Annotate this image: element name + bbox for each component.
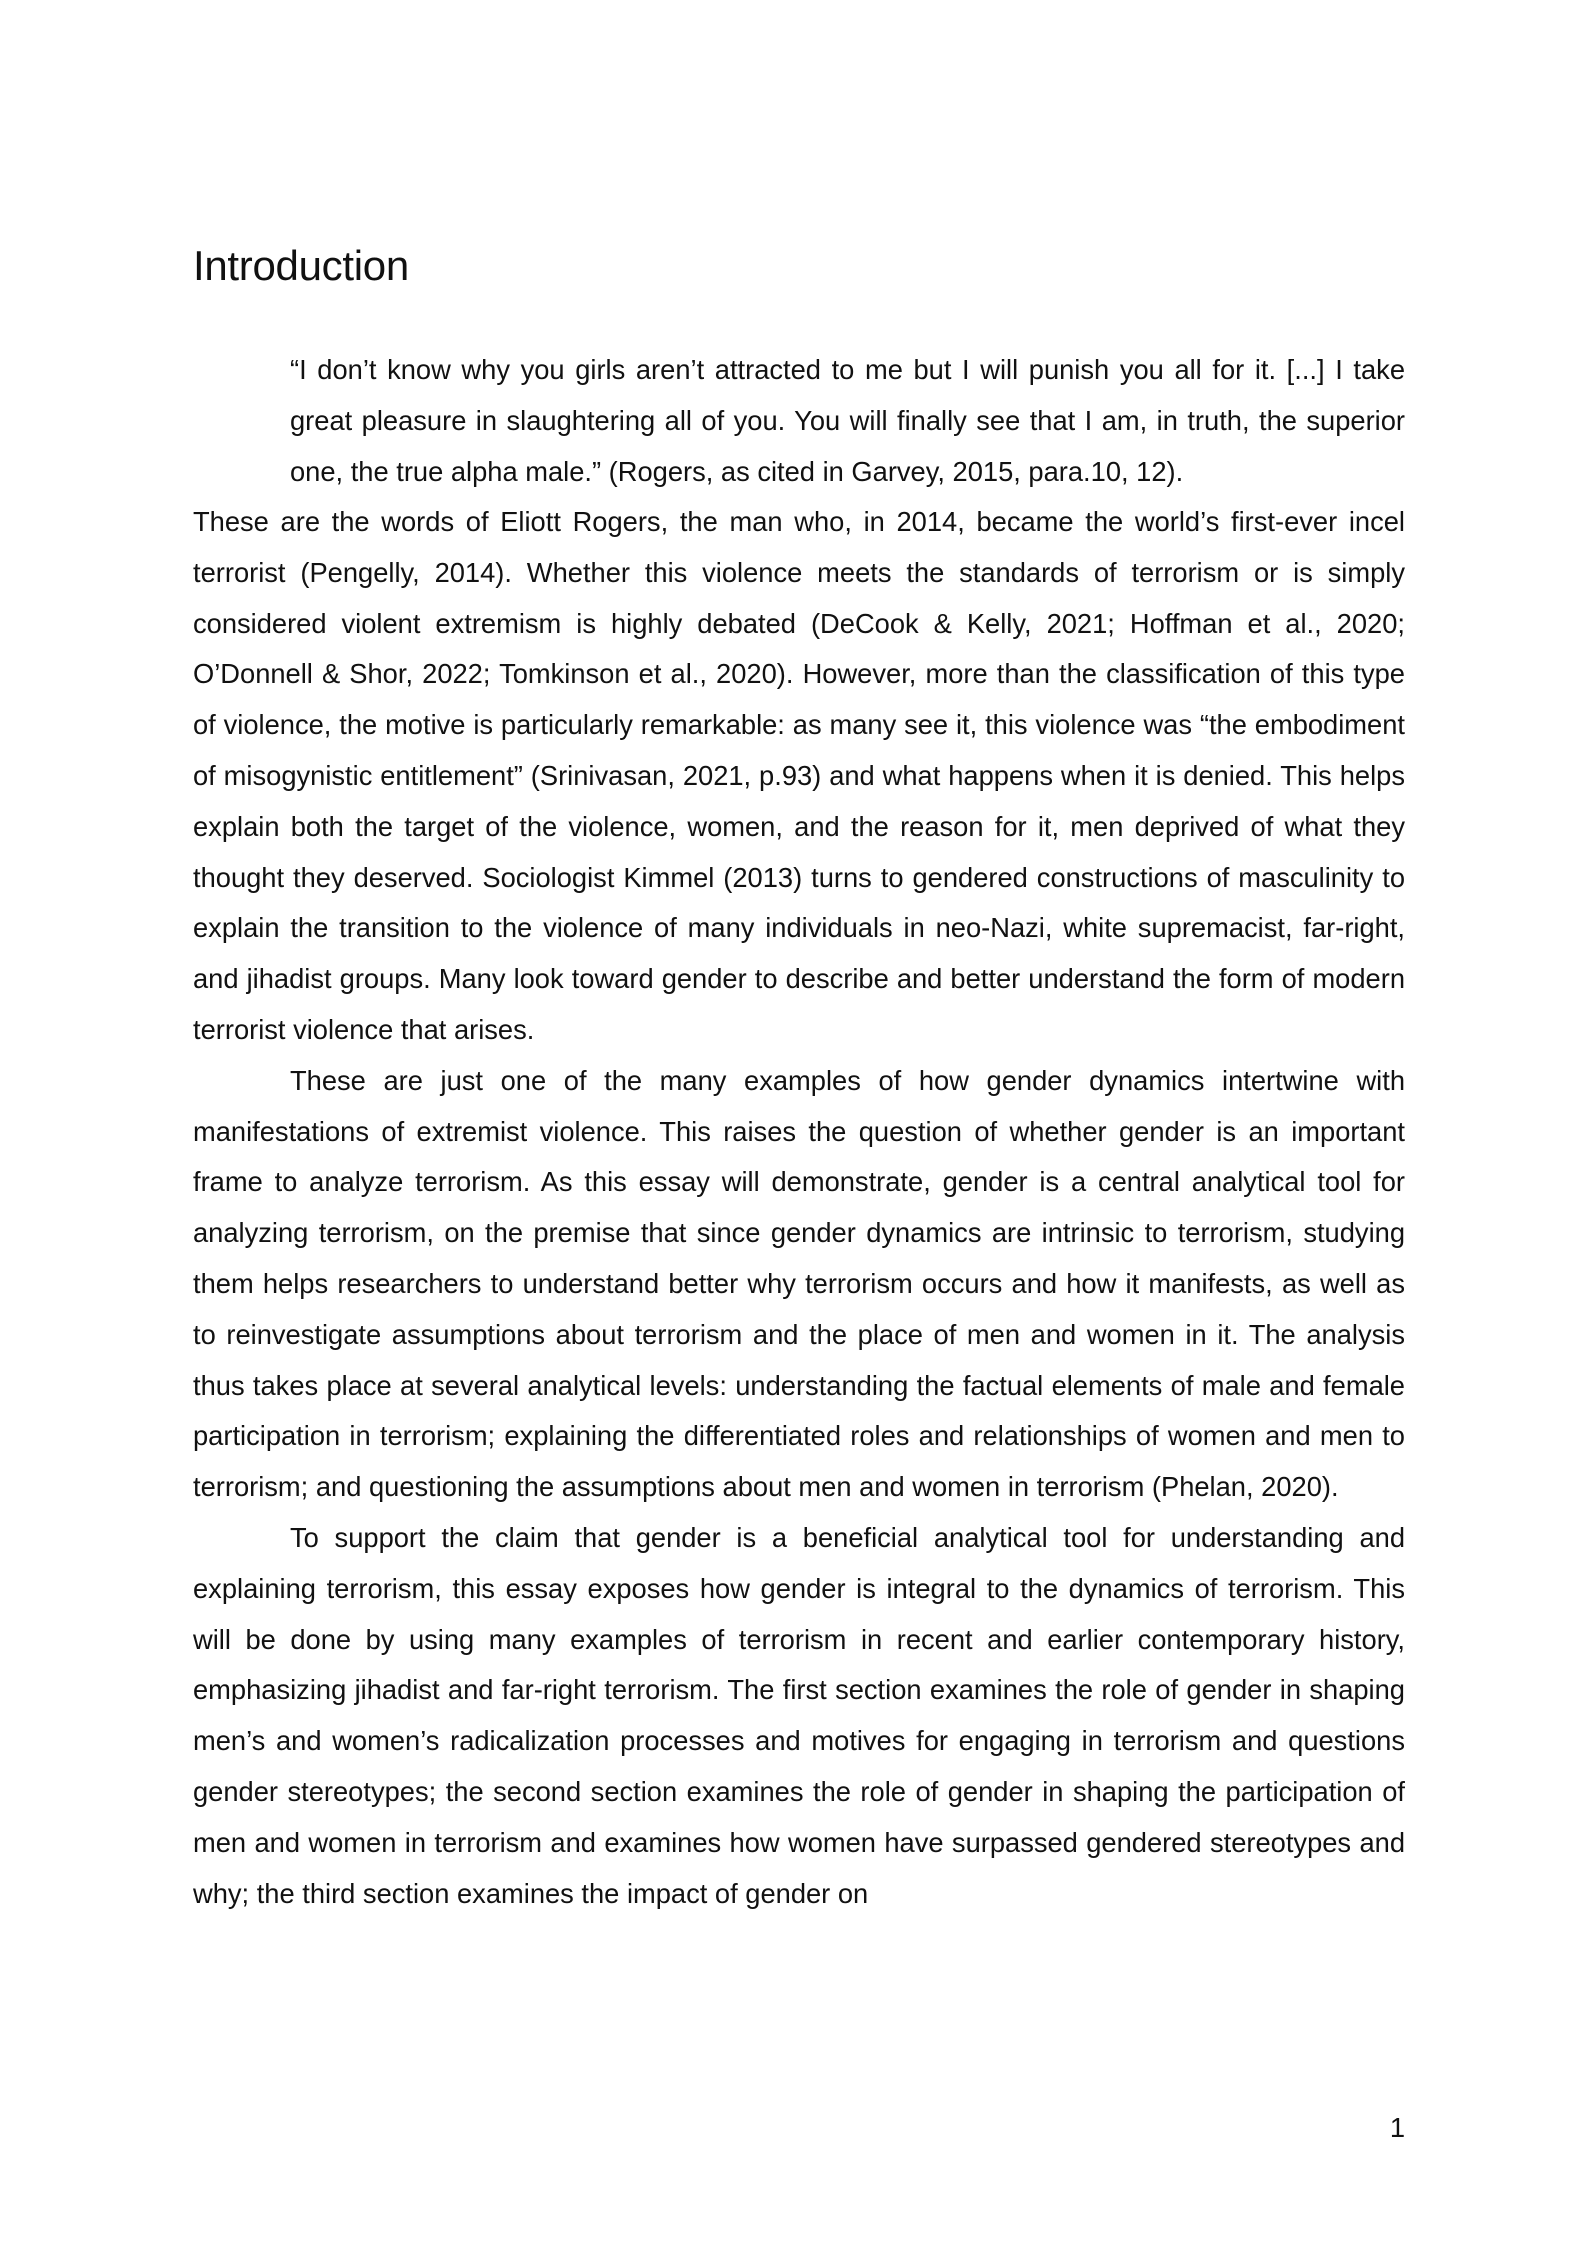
block-quote: “I don’t know why you girls aren’t attracted to me but I will punish you all for it. [...] I take great pleasure in slaughtering all of you. You will finally see that I am, in truth, the superior one, the true alpha male.” (Rogers, as cited in Garvey, 2015, para.10, 12). xyxy=(290,354,1405,487)
paragraph: These are just one of the many examples of how gender dynamics intertwine with manifestations of extremist violence. This raises the question of whether gender is an important frame to analyze terrorism. As this essay will demonstrate, gender is a central analytical tool for analyzing terrorism, on the premise that since gender dynamics are intrinsic to terrorism, studying them helps researchers to understand better why terrorism occurs and how it manifests, as well as to reinvestigate assumptions about terrorism and the place of men and women in it. The analysis thus takes place at several analytical levels: understanding the factual elements of male and female participation in terrorism; explaining the differentiated roles and relationships of women and men to terrorism; and questioning the assumptions about men and women in terrorism (Phelan, 2020). xyxy=(193,1064,1405,1503)
body-text xyxy=(193,497,1405,1919)
page-number: 1 xyxy=(1389,2112,1405,2143)
section-heading: Introduction xyxy=(193,242,409,289)
paragraph: These are the words of Eliott Rogers, the man who, in 2014, became the world’s first-ever incel terrorist (Pengelly, 2014). Whether this violence meets the standards of terrorism or is simply considered violent extremism is highly debated (DeCook & Kelly, 2021; Hoffman et al., 2020; O’Donnell & Shor, 2022; Tomkinson et al., 2020). However, more than the classification of this type of violence, the motive is particularly remarkable: as many see it, this violence was “the embodiment of misogynistic entitlement” (Srinivasan, 2021, p.93) and what happens when it is denied. This helps explain both the target of the violence, women, and the reason for it, men deprived of what they thought they deserved. Sociologist Kimmel (2013) turns to gendered constructions of masculinity to explain the transition to the violence of many individuals in neo-Nazi, white supremacist, far-right, and jihadist groups. Many look toward gender to describe and better understand the form of modern terrorist violence that arises. xyxy=(193,506,1405,1045)
paragraph: To support the claim that gender is a beneficial analytical tool for understanding and explaining terrorism, this essay exposes how gender is integral to the dynamics of terrorism. This will be done by using many examples of terrorism in recent and earlier contemporary history, emphasizing jihadist and far-right terrorism. The first section examines the role of gender in shaping men’s and women’s radicalization processes and motives for engaging in terrorism and questions gender stereotypes; the second section examines the role of gender in shaping the participation of men and women in terrorism and examines how women have surpassed gendered stereotypes and why; the third section examines the impact of gender on xyxy=(193,1521,1405,1909)
